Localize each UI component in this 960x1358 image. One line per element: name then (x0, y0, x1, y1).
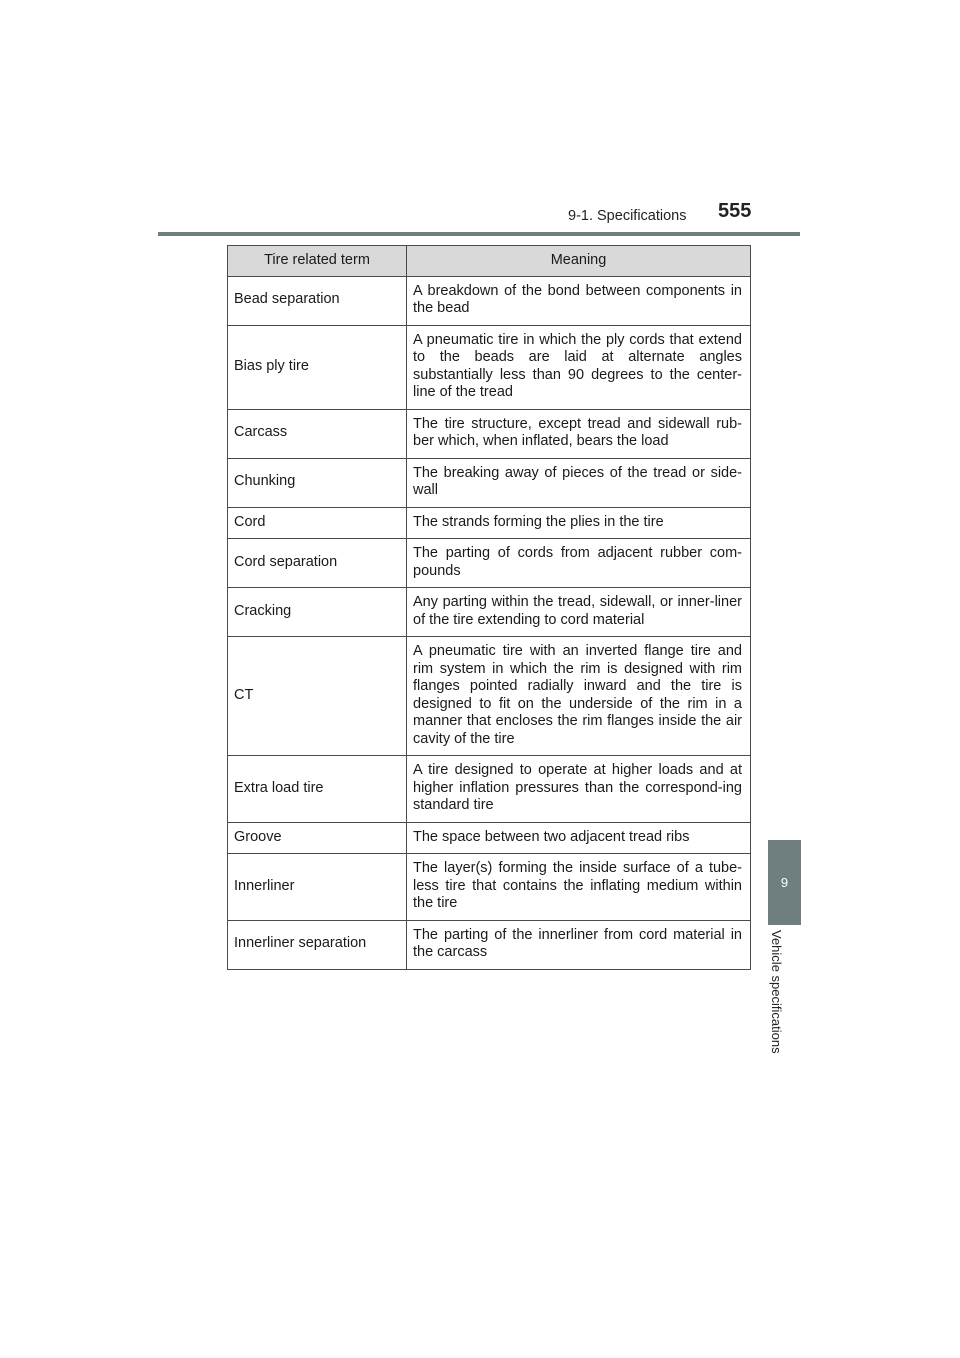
meaning-cell: A pneumatic tire in which the ply cords that extend to the beads are laid at alternate angles substantially less than 90 degrees to the center-line of the tread (407, 325, 751, 409)
term-cell: Extra load tire (228, 756, 407, 823)
table-row (228, 458, 751, 507)
table-row (228, 637, 751, 756)
meaning-cell: The space between two adjacent tread ribs (407, 822, 751, 854)
table-row (228, 276, 751, 325)
term-cell: Bead separation (228, 276, 407, 325)
meaning-cell: Any parting within the tread, sidewall, or inner-liner of the tire extending to cord material (407, 588, 751, 637)
term-cell: Groove (228, 822, 407, 854)
meaning-cell: The parting of cords from adjacent rubber com-pounds (407, 539, 751, 588)
meaning-cell: The breaking away of pieces of the tread or side-wall (407, 458, 751, 507)
meaning-cell: A tire designed to operate at higher loads and at higher inflation pressures than the correspond-ing standard tire (407, 756, 751, 823)
table-row (228, 409, 751, 458)
table-row (228, 539, 751, 588)
table-row (228, 920, 751, 969)
tire-terms-table (227, 245, 751, 970)
table-row (228, 822, 751, 854)
meaning-cell: The strands forming the plies in the tire (407, 507, 751, 539)
table-row (228, 854, 751, 921)
meaning-cell: A pneumatic tire with an inverted flange tire and rim system in which the rim is designed with rim flanges pointed radially inward and the tire is designed to fit on the underside of the rim in a manner that encloses the rim flanges inside the air cavity of the tire (407, 637, 751, 756)
table-header-row (228, 246, 751, 277)
table-row (228, 588, 751, 637)
table-row (228, 756, 751, 823)
term-cell: Bias ply tire (228, 325, 407, 409)
term-cell: Cord (228, 507, 407, 539)
header-divider (158, 232, 800, 236)
term-cell: Chunking (228, 458, 407, 507)
meaning-cell: The tire structure, except tread and sidewall rub-ber which, when inflated, bears the load (407, 409, 751, 458)
term-cell: Innerliner separation (228, 920, 407, 969)
page-number: 555 (718, 200, 752, 222)
term-cell: CT (228, 637, 407, 756)
meaning-cell: A breakdown of the bond between components in the bead (407, 276, 751, 325)
chapter-number: 9 (780, 875, 789, 890)
table-row (228, 325, 751, 409)
table-row (228, 507, 751, 539)
section-title: 9-1. Specifications (568, 208, 687, 224)
term-cell: Cracking (228, 588, 407, 637)
column-header-term: Tire related term (228, 246, 407, 277)
chapter-label: Vehicle specifications (769, 930, 784, 1054)
chapter-tab (768, 840, 801, 925)
term-cell: Carcass (228, 409, 407, 458)
meaning-cell: The parting of the innerliner from cord material in the carcass (407, 920, 751, 969)
meaning-cell: The layer(s) forming the inside surface of a tube-less tire that contains the inflating medium within the tire (407, 854, 751, 921)
term-cell: Innerliner (228, 854, 407, 921)
term-cell: Cord separation (228, 539, 407, 588)
column-header-meaning: Meaning (407, 246, 751, 277)
